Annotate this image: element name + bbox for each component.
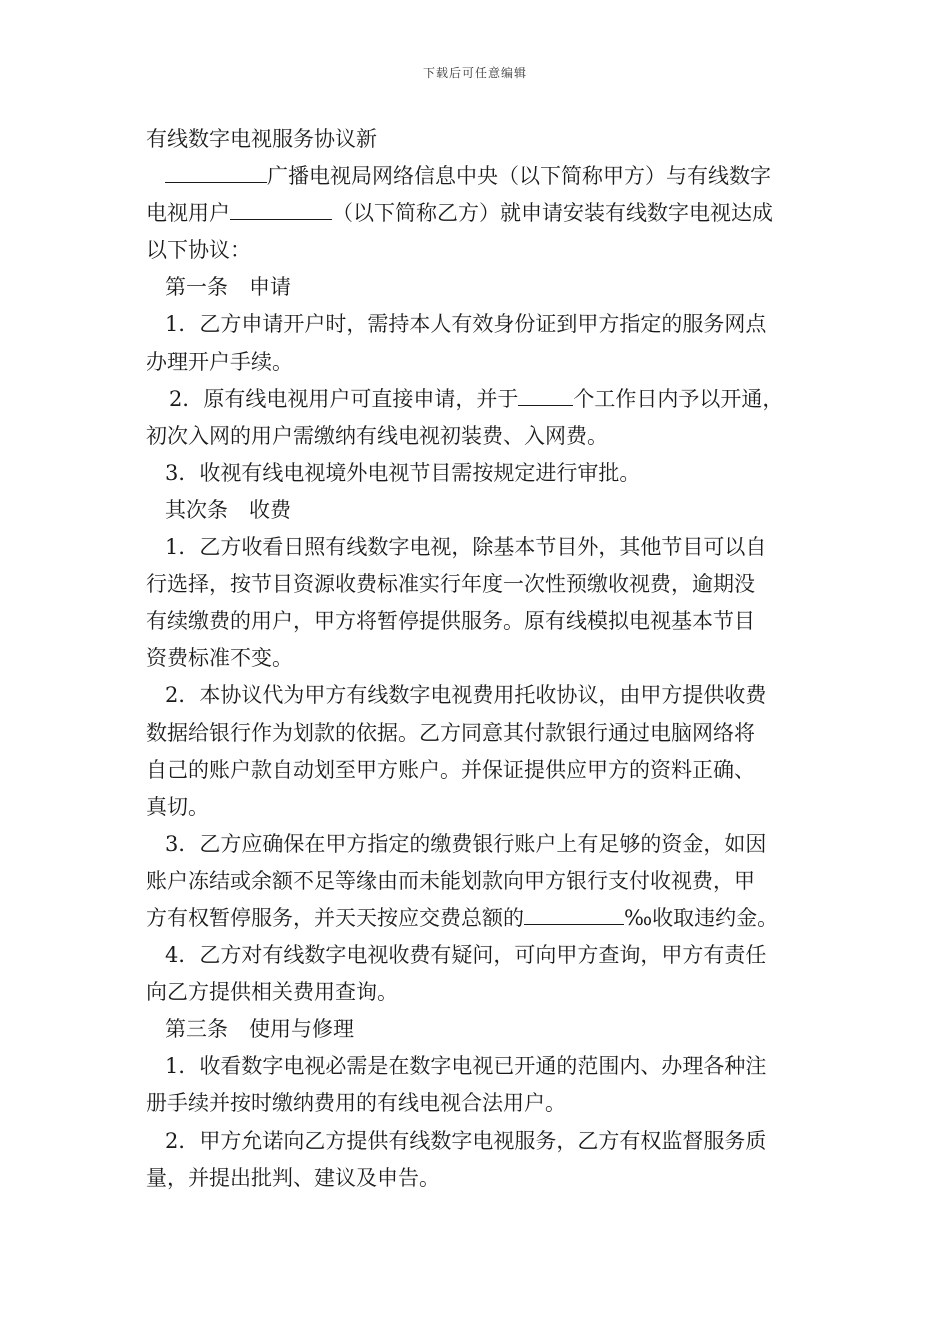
article-3-p2-line-2: 量，并提出批判、建议及申告。 [146,1165,440,1190]
intro-line-1 [146,158,814,195]
article-2-p1-line-4: 资费标准不变。 [146,646,293,671]
article-2-p3-text-b: ‰收取违约金。 [624,905,779,930]
blank-penalty-rate[interactable] [524,900,624,925]
article-2-p4-line-2: 向乙方提供相关费用查询。 [146,980,398,1005]
intro-line-2 [146,195,814,232]
article-2-p3-line-1: 3．乙方应确保在甲方指定的缴费银行账户上有足够的资金，如因 [165,831,767,856]
article-3-p1-line-1: 1．收看数字电视必需是在数字电视已开通的范围内、办理各种注 [165,1054,767,1079]
document-body [146,121,814,1197]
article-1-p2-line-1 [146,381,814,418]
intro-line-2-text-b: （以下简称乙方）就申请安装有线数字电视达成 [332,201,773,226]
article-2-p2-line-1: 2．本协议代为甲方有线数字电视费用托收协议，由甲方提供收费 [165,683,767,708]
article-2-p4-line-1: 4．乙方对有线数字电视收费有疑问，可向甲方查询，甲方有责任 [165,943,767,968]
intro-line-1-text: 广播电视局网络信息中央（以下简称甲方）与有线数字 [267,164,771,189]
article-1-p2-line-2: 初次入网的用户需缴纳有线电视初装费、入网费。 [146,423,608,448]
article-2-number: 其次条 [165,497,228,522]
article-3-p1-line-2: 册手续并按时缴纳费用的有线电视合法用户。 [146,1091,566,1116]
article-2-p3-line-3 [146,900,814,937]
article-2-p2-line-4: 真切。 [146,794,209,819]
header-note: 下载后可任意编辑 [422,66,527,80]
article-2-p3-line-2: 账户冻结或余额不足等缘由而未能划款向甲方银行支付收视费，甲 [146,868,755,893]
article-1-heading [146,269,814,306]
article-1-p1-line-2: 办理开户手续。 [146,349,293,374]
intro-line-3: 以下协议： [146,238,251,263]
article-2-p1-line-1: 1．乙方收看日照有线数字电视，除基本节目外，其他节目可以自 [165,535,767,560]
intro-line-2-text-a: 电视用户 [146,201,230,226]
article-1-p1-line-1: 1．乙方申请开户时，需持本人有效身份证到甲方指定的服务网点 [165,312,767,337]
article-2-p3-text-a: 方有权暂停服务，并天天按应交费总额的 [146,905,524,930]
article-1-number: 第一条 [165,275,228,300]
article-1-name: 申请 [249,275,291,300]
article-2-name: 收费 [249,497,291,522]
article-1-p3-line-1: 3．收视有线电视境外电视节目需按规定进行审批。 [165,460,641,485]
article-1-p2-text-b: 个工作日内予以开通， [573,386,784,411]
article-2-p1-line-2: 行选择，按节目资源收费标准实行年度一次性预缴收视费，逾期没 [146,572,755,597]
article-2-heading [146,492,814,529]
article-2-p2-line-2: 数据给银行作为划款的依据。乙方同意其付款银行通过电脑网络将 [146,720,755,745]
article-2-p2-line-3: 自己的账户款自动划至甲方账户。并保证提供应甲方的资料正确、 [146,757,755,782]
blank-working-days[interactable] [518,381,573,406]
blank-user-name[interactable] [230,195,332,220]
article-3-name: 使用与修理 [249,1017,354,1042]
article-2-p1-line-3: 有续缴费的用户，甲方将暂停提供服务。原有线模拟电视基本节目 [146,609,755,634]
blank-authority-name[interactable] [165,158,267,183]
article-1-p2-text-a: 2．原有线电视用户可直接申请，并于 [169,386,519,411]
article-3-heading [146,1011,814,1048]
article-3-p2-line-1: 2．甲方允诺向乙方提供有线数字电视服务，乙方有权监督服务质 [165,1128,767,1153]
article-3-number: 第三条 [165,1017,228,1042]
document-title: 有线数字电视服务协议新 [146,127,377,151]
